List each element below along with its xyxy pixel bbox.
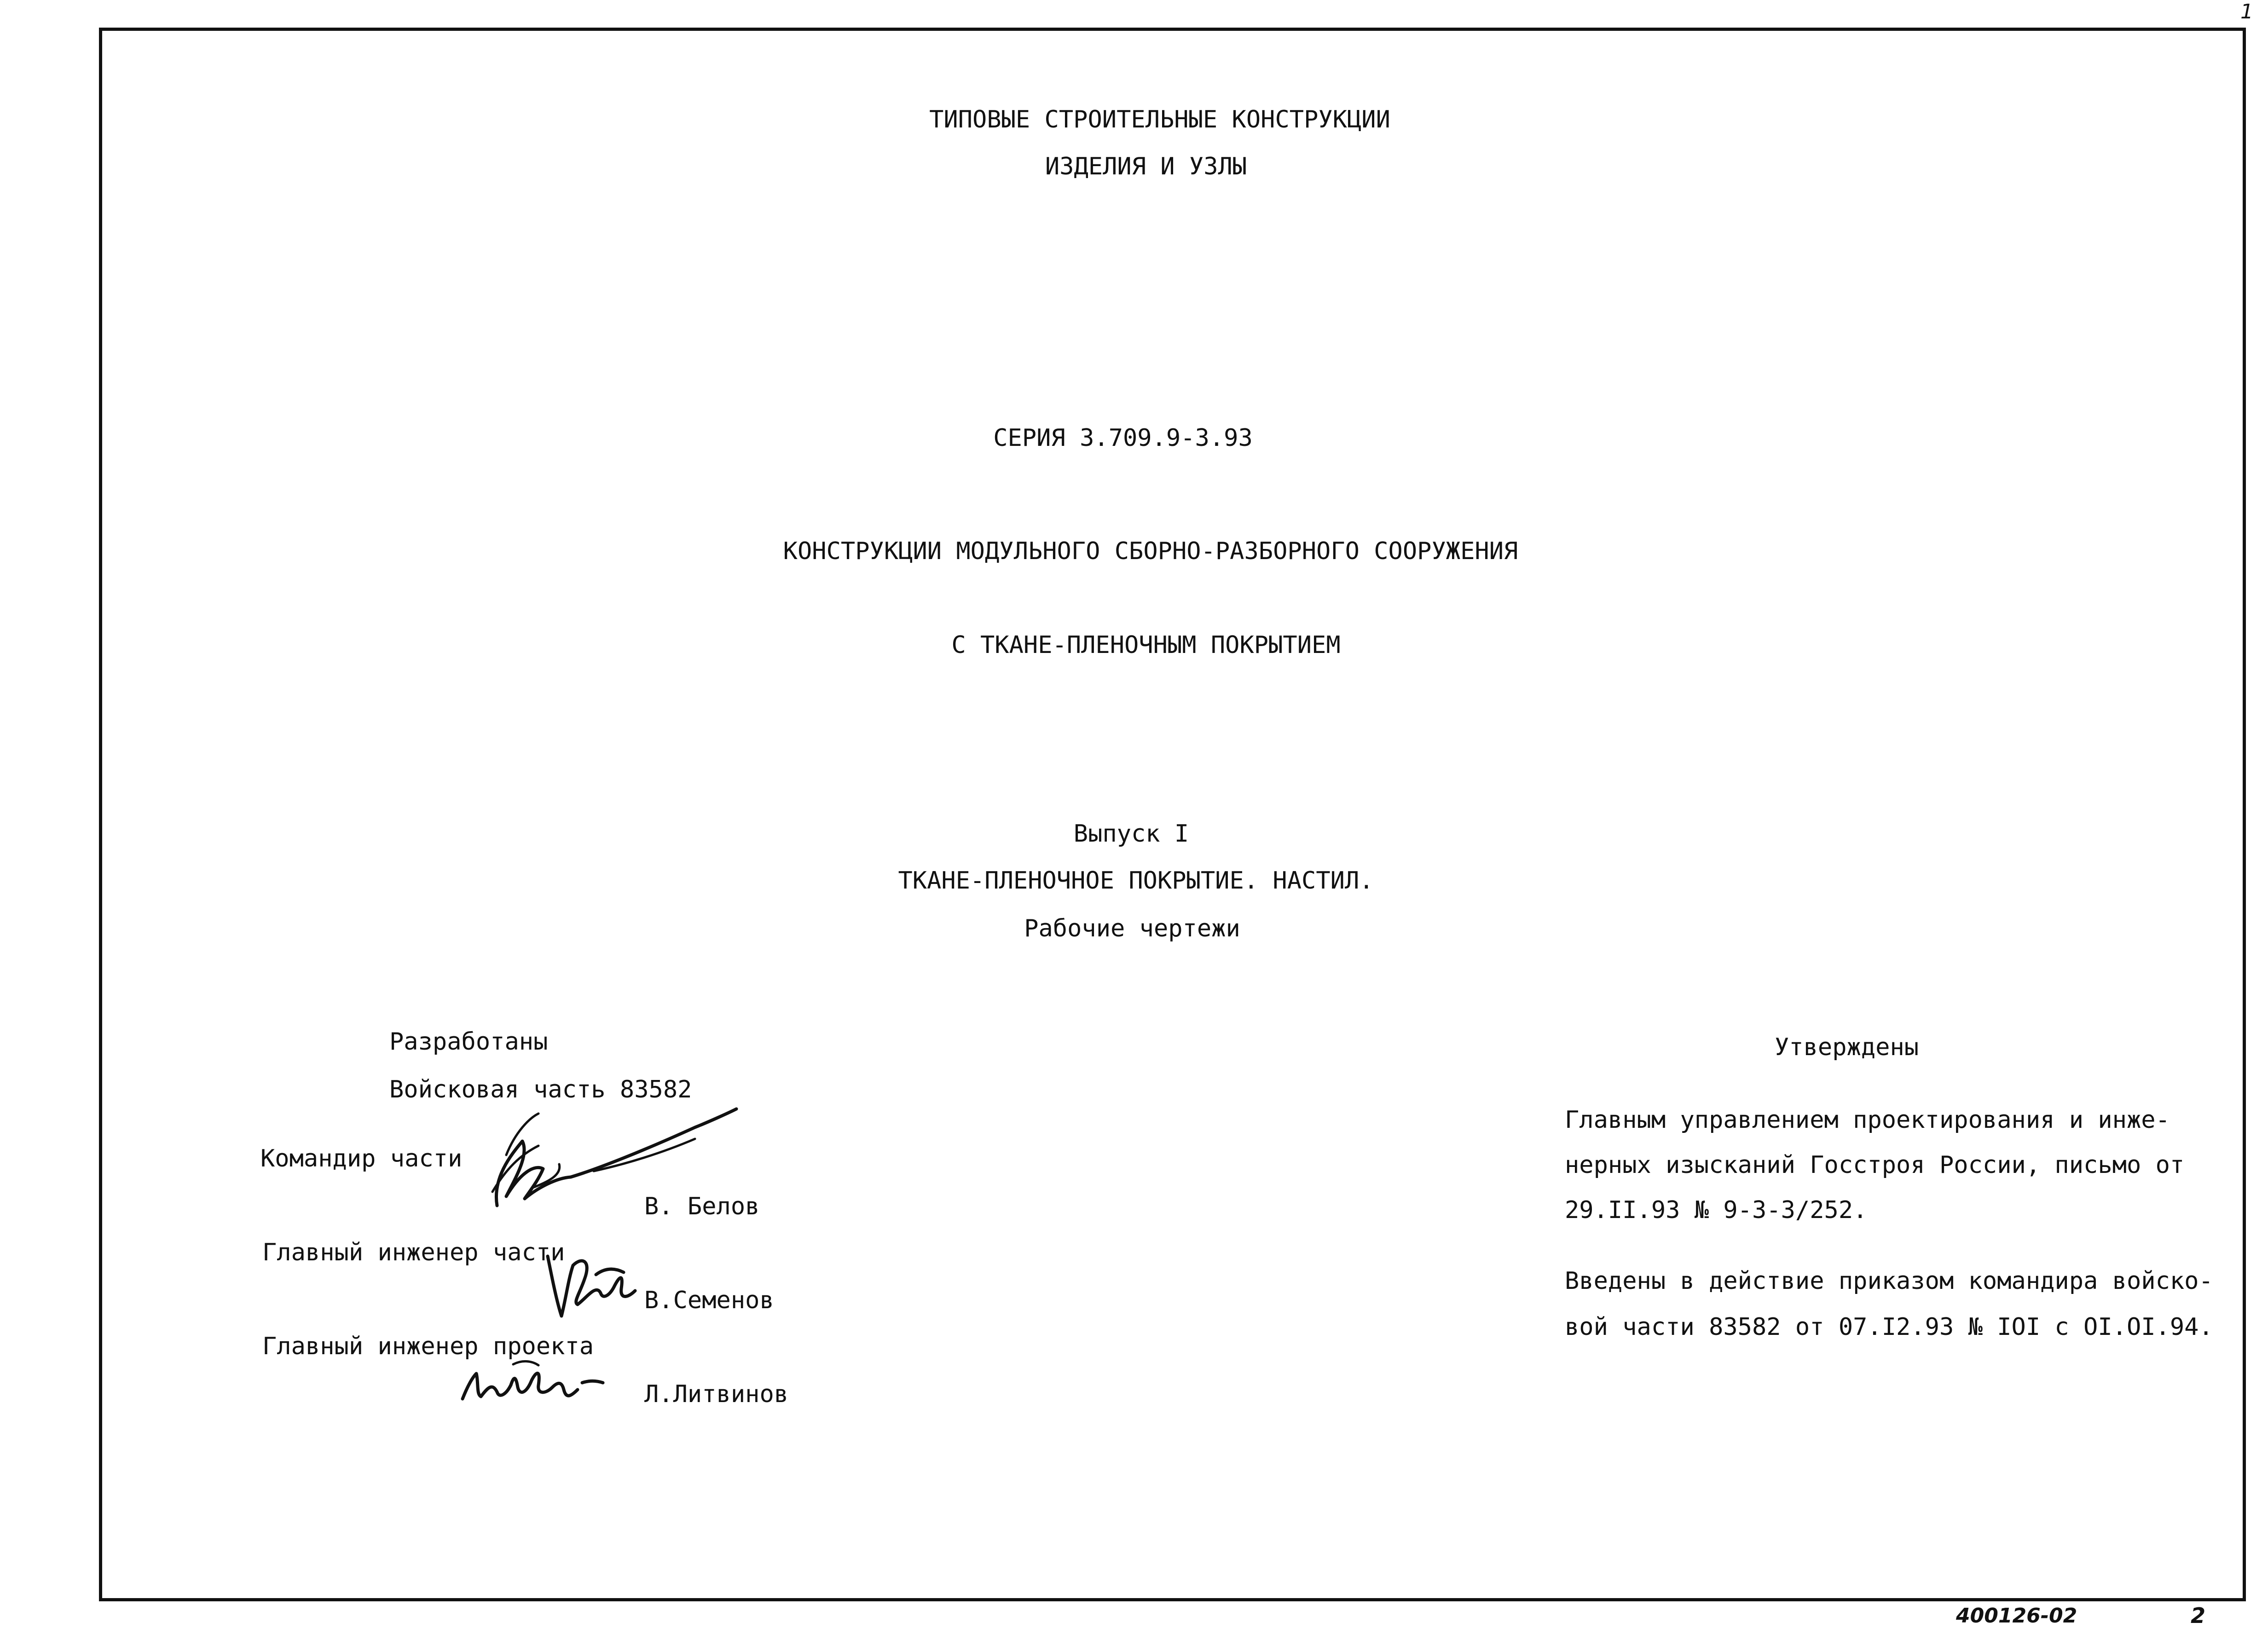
issue-subtitle: Рабочие чертежи — [1024, 915, 1240, 942]
series-code: СЕРИЯ 3.709.9-3.93 — [993, 424, 1253, 452]
approved-text-line-1: Главным управлением проектирования и инже- — [1565, 1106, 2170, 1134]
signature-belov — [479, 1100, 746, 1224]
signatory-name-commander: В. Белов — [644, 1193, 760, 1220]
signature-litvinov — [458, 1355, 605, 1410]
issue-title: ТКАНЕ-ПЛЕНОЧНОЕ ПОКРЫТИЕ. НАСТИЛ. — [898, 867, 1374, 895]
signatory-role-chief-engineer: Главный инженер части — [262, 1239, 565, 1266]
developed-heading: Разработаны — [389, 1028, 548, 1056]
issue-number: Выпуск I — [1073, 820, 1189, 848]
approved-heading: Утверждены — [1775, 1033, 1919, 1061]
signature-semenov — [541, 1247, 642, 1325]
approved-text-line-2: нерных изысканий Госстроя России, письмо от — [1565, 1151, 2185, 1179]
signatory-name-chief-engineer: В.Семенов — [644, 1287, 774, 1314]
page-number: 2 — [2191, 1603, 2206, 1628]
header-line-2: ИЗДЕЛИЯ И УЗЛЫ — [1045, 153, 1247, 180]
signatory-role-project-engineer: Главный инженер проекта — [262, 1333, 594, 1360]
series-title-line-2: С ТКАНЕ-ПЛЕНОЧНЫМ ПОКРЫТИЕМ — [951, 631, 1341, 659]
approved-text-line-3: 29.II.93 № 9-3-3/252. — [1565, 1196, 1868, 1224]
signatory-name-project-engineer: Л.Литвинов — [644, 1380, 789, 1408]
signatory-role-commander: Командир части — [260, 1145, 463, 1172]
corner-mark: 1 — [2240, 0, 2253, 23]
developed-organization: Войсковая часть 83582 — [389, 1076, 692, 1103]
header-line-1: ТИПОВЫЕ СТРОИТЕЛЬНЫЕ КОНСТРУКЦИИ — [929, 106, 1390, 133]
document-code: 400126-02 — [1956, 1604, 2077, 1628]
enacted-text-line-1: Введены в действие приказом командира войско- — [1565, 1267, 2213, 1295]
series-title-line-1: КОНСТРУКЦИИ МОДУЛЬНОГО СБОРНО-РАЗБОРНОГО СООРУЖЕНИЯ — [783, 537, 1518, 565]
drawing-frame — [99, 28, 2246, 1601]
enacted-text-line-2: вой части 83582 от 07.I2.93 № IOI с OI.OI.94. — [1565, 1313, 2213, 1341]
